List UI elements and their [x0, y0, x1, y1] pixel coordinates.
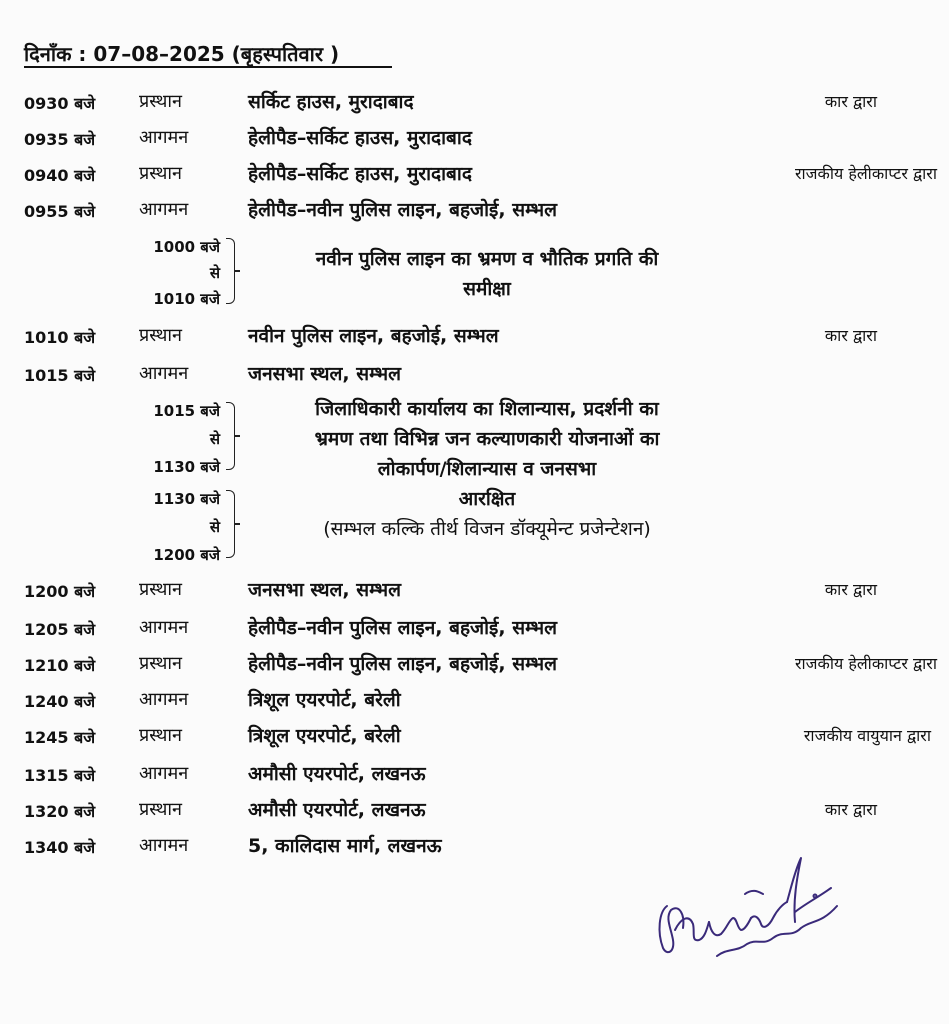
row-time: 1315 बजे: [24, 766, 96, 785]
range-end: 1200 बजे: [153, 546, 220, 564]
schedule-row: [0, 120, 949, 154]
handwritten-signature: [645, 848, 845, 982]
range-end: 1130 बजे: [153, 458, 220, 476]
row-time: 0955 बजे: [24, 202, 96, 221]
row-action: आगमन: [139, 199, 189, 220]
row-mode: कार द्वारा: [824, 580, 877, 599]
row-time: 1240 बजे: [24, 692, 96, 711]
schedule-row: [0, 318, 949, 352]
row-time: 1210 बजे: [24, 656, 96, 675]
range-description: [248, 394, 726, 484]
row-action: आगमन: [139, 617, 189, 638]
row-mode: राजकीय हेलीकाप्टर द्वारा: [794, 164, 937, 183]
row-place: जनसभा स्थल, सम्भल: [248, 363, 402, 385]
row-mode: कार द्वारा: [824, 800, 877, 819]
row-place: त्रिशूल एयरपोर्ट, बरेली: [248, 689, 401, 711]
range-brace-tick: [234, 270, 240, 272]
desc-line: नवीन पुलिस लाइन का भ्रमण व भौतिक प्रगति की: [315, 248, 659, 270]
row-time: 0935 बजे: [24, 130, 96, 149]
row-time: 1205 बजे: [24, 620, 96, 639]
schedule-row: [0, 192, 949, 226]
row-action: प्रस्थान: [139, 725, 183, 746]
row-time: 0930 बजे: [24, 94, 96, 113]
row-place: अमौसी एयरपोर्ट, लखनऊ: [248, 763, 426, 785]
schedule-row: [0, 756, 949, 790]
range-description: [248, 244, 726, 304]
range-se: से: [209, 518, 220, 536]
desc-line: जिलाधिकारी कार्यालय का शिलान्यास, प्रदर्शनी का: [315, 398, 659, 420]
range-se: से: [209, 430, 220, 448]
row-mode: कार द्वारा: [824, 326, 877, 345]
row-place: सर्किट हाउस, मुरादाबाद: [248, 91, 414, 113]
range-brace-tick: [234, 523, 240, 525]
range-se: से: [209, 264, 220, 282]
row-place: हेलीपैड–नवीन पुलिस लाइन, बहजोई, सम्भल: [248, 617, 558, 639]
row-mode: राजकीय हेलीकाप्टर द्वारा: [794, 654, 937, 673]
row-action: प्रस्थान: [139, 653, 183, 674]
row-place: हेलीपैड–सर्किट हाउस, मुरादाबाद: [248, 163, 472, 185]
row-place: हेलीपैड–नवीन पुलिस लाइन, बहजोई, सम्भल: [248, 653, 558, 675]
row-mode: राजकीय वायुयान द्वारा: [803, 726, 931, 745]
row-place: 5, कालिदास मार्ग, लखनऊ: [248, 835, 442, 857]
row-place: हेलीपैड–सर्किट हाउस, मुरादाबाद: [248, 127, 472, 149]
row-place: त्रिशूल एयरपोर्ट, बरेली: [248, 725, 401, 747]
range-start: 1000 बजे: [153, 238, 220, 256]
schedule-row: [0, 682, 949, 716]
row-place: नवीन पुलिस लाइन, बहजोई, सम्भल: [248, 325, 499, 347]
row-time: 1320 बजे: [24, 802, 96, 821]
row-time: 1200 बजे: [24, 582, 96, 601]
schedule-row: [0, 572, 949, 606]
row-action: प्रस्थान: [139, 579, 183, 600]
range-brace-tick: [234, 435, 240, 437]
row-time: 1015 बजे: [24, 366, 96, 385]
schedule-row: [0, 156, 949, 190]
row-time: 1340 बजे: [24, 838, 96, 857]
desc-line: आरक्षित: [458, 488, 516, 510]
row-place: जनसभा स्थल, सम्भल: [248, 579, 402, 601]
row-action: आगमन: [139, 835, 189, 856]
schedule-row: [0, 84, 949, 118]
row-action: प्रस्थान: [139, 325, 183, 346]
schedule-row: [0, 646, 949, 680]
row-mode: कार द्वारा: [824, 92, 877, 111]
row-action: आगमन: [139, 689, 189, 710]
schedule-row: [0, 610, 949, 644]
row-time: 1010 बजे: [24, 328, 96, 347]
row-action: आगमन: [139, 363, 189, 384]
row-action: आगमन: [139, 127, 189, 148]
row-action: प्रस्थान: [139, 91, 183, 112]
schedule-row: [0, 792, 949, 826]
schedule-row: [0, 356, 949, 390]
header-underline: [24, 66, 392, 68]
desc-line: लोकार्पण/शिलान्यास व जनसभा: [377, 458, 597, 480]
row-action: प्रस्थान: [139, 163, 183, 184]
row-place: हेलीपैड–नवीन पुलिस लाइन, बहजोई, सम्भल: [248, 199, 558, 221]
range-end: 1010 बजे: [153, 290, 220, 308]
date-header: दिनाँक : 07–08–2025 (बृहस्पतिवार ): [24, 42, 340, 66]
schedule-row: [0, 718, 949, 752]
range-description: [248, 484, 726, 544]
desc-line: (सम्भल कल्कि तीर्थ विजन डॉक्यूमेन्ट प्रजेन्टेशन): [323, 518, 651, 540]
range-start: 1015 बजे: [153, 402, 220, 420]
row-time: 0940 बजे: [24, 166, 96, 185]
row-place: अमौसी एयरपोर्ट, लखनऊ: [248, 799, 426, 821]
row-time: 1245 बजे: [24, 728, 96, 747]
desc-line: समीक्षा: [463, 278, 511, 300]
desc-line: भ्रमण तथा विभिन्न जन कल्याणकारी योजनाओं का: [314, 428, 660, 450]
row-action: प्रस्थान: [139, 799, 183, 820]
row-action: आगमन: [139, 763, 189, 784]
range-start: 1130 बजे: [153, 490, 220, 508]
